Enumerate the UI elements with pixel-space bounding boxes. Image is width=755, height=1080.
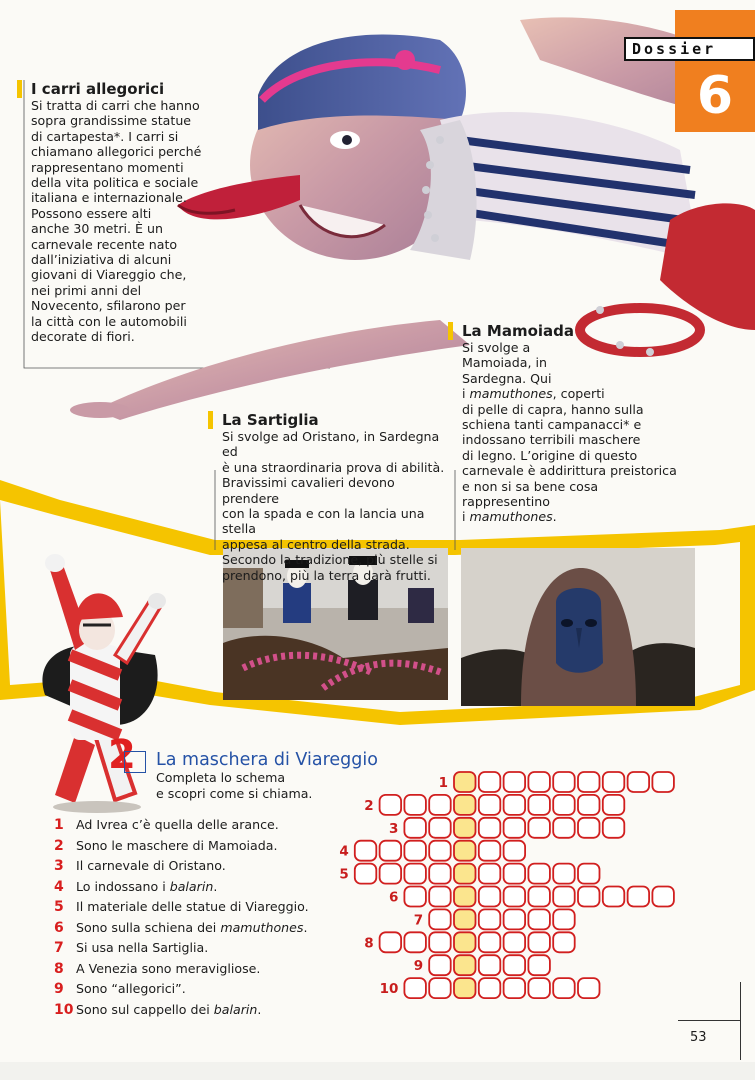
crossword-row-number: 9: [413, 958, 424, 975]
crossword-key-cell[interactable]: [454, 909, 476, 929]
mamoiada-section: [462, 322, 687, 525]
clue-item: [54, 959, 344, 980]
clue-text: Sono “allegorici”.: [76, 981, 186, 996]
mamoiada-line: i mamuthones, coperti: [462, 386, 605, 402]
clue-text: Sono sulla schiena dei mamuthones.: [76, 919, 308, 935]
crossword-cell[interactable]: [553, 795, 575, 815]
crossword-cell[interactable]: [380, 932, 402, 952]
crossword-cell[interactable]: [429, 932, 451, 952]
clue-text: Il materiale delle statue di Viareggio.: [76, 899, 309, 914]
clue-text: Ad Ivrea c’è quella delle arance.: [76, 817, 279, 832]
clue-item: [54, 918, 344, 939]
clue-item: [54, 897, 344, 918]
crossword-cell[interactable]: [380, 864, 402, 884]
clue-text: Il carnevale di Oristano.: [76, 858, 226, 873]
crossword-cell[interactable]: [429, 841, 451, 861]
mamoiada-line: indossano terribili maschere: [462, 432, 641, 448]
crossword-cell[interactable]: [578, 864, 600, 884]
clue-number: 1: [54, 817, 64, 833]
crossword-cell[interactable]: [528, 864, 550, 884]
crossword-cell[interactable]: [355, 864, 377, 884]
clue-number: 7: [54, 940, 64, 956]
clue-text: Lo indossano i balarin.: [76, 878, 218, 894]
crossword-key-cell[interactable]: [454, 795, 476, 815]
crossword-row-number: 10: [379, 981, 399, 998]
clue-number: 6: [54, 919, 64, 936]
crossword-cell[interactable]: [404, 864, 426, 884]
crossword-cell[interactable]: [528, 887, 550, 907]
crossword-cell[interactable]: [528, 978, 550, 998]
crossword-cell[interactable]: [553, 864, 575, 884]
exercise-instructions: Completa lo schema e scopri come si chiama.: [156, 770, 313, 801]
mamoiada-line: i mamuthones.: [462, 509, 557, 525]
crossword-cell[interactable]: [504, 909, 525, 929]
crossword-cell[interactable]: [504, 795, 525, 815]
crossword-cell[interactable]: [380, 841, 402, 861]
crossword-key-cell[interactable]: [454, 887, 476, 907]
sartiglia-title: La Sartiglia: [208, 411, 452, 429]
crossword-row-number: 3: [388, 820, 399, 837]
mamoiada-line: e non si sa bene cosa rappresentino: [462, 478, 599, 510]
mamoiada-line: di pelle di capra, hanno sulla: [462, 401, 644, 417]
crossword-cell[interactable]: [578, 818, 600, 838]
crossword-cell[interactable]: [479, 909, 501, 929]
carri-allegorici-text: Si tratta di carri che hanno sopra grandissime statue di cartapesta*. I carri si chiamano allegorici perché rappresentano momenti della vita politica e sociale italiana e internazionale. Possono essere alti anche 30 metri. È un carnevale recente nato dall’iniziativa di alcuni giovani di Viareggio che, nei primi anni del Novecento, sfilarono per la città con le automobili decorate di fiori.: [31, 98, 202, 345]
crossword-key-cell[interactable]: [454, 864, 476, 884]
crossword-cell[interactable]: [429, 818, 451, 838]
crossword-cell[interactable]: [504, 887, 525, 907]
crossword-cell[interactable]: [479, 978, 501, 998]
crossword-row-number: 2: [364, 797, 374, 814]
page-rule-vertical: [740, 982, 741, 1060]
crossword-key-cell[interactable]: [454, 841, 476, 861]
crossword-row-number: 4: [339, 843, 349, 860]
carri-allegorici-title: I carri allegorici: [17, 80, 211, 98]
crossword-cell[interactable]: [504, 932, 525, 952]
clue-number: 10: [54, 1001, 74, 1018]
clue-number: 5: [54, 899, 64, 915]
dossier-tab: [622, 0, 755, 132]
crossword-cell[interactable]: [404, 932, 426, 952]
mamoiada-line: di legno. L’origine di questo: [462, 447, 638, 463]
crossword-cell[interactable]: [553, 978, 575, 998]
crossword-cell[interactable]: [528, 932, 550, 952]
sartiglia-section: [222, 411, 452, 583]
crossword-cell[interactable]: [628, 887, 650, 907]
crossword-row-number: 7: [413, 912, 424, 929]
crossword-cell[interactable]: [553, 887, 575, 907]
exercise-number: 2: [108, 732, 136, 778]
page-number: 53: [690, 1030, 707, 1045]
clue-text: Sono sul cappello dei balarin.: [76, 1001, 262, 1017]
clue-item: [54, 815, 344, 836]
crossword-cell[interactable]: [479, 955, 501, 975]
mamoiada-line: carnevale è addirittura preistorica: [462, 463, 677, 479]
clue-text: Sono le maschere di Mamoiada.: [76, 837, 278, 853]
crossword-cell[interactable]: [479, 841, 501, 861]
crossword-cell[interactable]: [578, 887, 600, 907]
crossword-cell[interactable]: [404, 978, 426, 998]
crossword-cell[interactable]: [479, 795, 501, 815]
crossword-cell[interactable]: [404, 841, 426, 861]
clue-text: A Venezia sono meravigliose.: [76, 960, 261, 976]
crossword-key-cell[interactable]: [454, 818, 476, 838]
clue-item: [54, 979, 344, 1000]
burlamacco-figure: [35, 545, 175, 815]
crossword-cell[interactable]: [429, 909, 451, 929]
clue-item: [54, 877, 344, 898]
crossword-cell[interactable]: [603, 818, 625, 838]
mamoiada-photo: [461, 548, 695, 706]
dossier-label: Dossier: [624, 37, 755, 61]
clue-number: 8: [54, 960, 64, 977]
clue-list: [54, 815, 344, 1020]
clue-item: [54, 938, 344, 959]
crossword-cell[interactable]: [404, 795, 426, 815]
crossword-row-number: 5: [339, 866, 349, 883]
crossword-cell[interactable]: [479, 864, 501, 884]
crossword-cell[interactable]: [603, 887, 625, 907]
clue-item: [54, 856, 344, 877]
crossword-cell[interactable]: [578, 795, 600, 815]
clue-number: 9: [54, 981, 64, 997]
crossword-cell[interactable]: [652, 887, 674, 907]
mamoiada-title: La Mamoiada: [448, 322, 687, 340]
crossword-cell[interactable]: [553, 909, 575, 929]
crossword-cell[interactable]: [528, 955, 550, 975]
crossword-key-cell[interactable]: [454, 978, 476, 998]
crossword-cell[interactable]: [429, 887, 451, 907]
exercise-title: La maschera di Viareggio: [156, 750, 378, 770]
clue-number: 4: [54, 878, 64, 895]
crossword-cell[interactable]: [504, 864, 525, 884]
crossword-cell[interactable]: [380, 795, 402, 815]
clue-item: [54, 836, 344, 857]
crossword-cell[interactable]: [528, 909, 550, 929]
crossword-cell[interactable]: [429, 864, 451, 884]
crossword-cell[interactable]: [479, 932, 501, 952]
crossword-cell[interactable]: [429, 955, 451, 975]
clue-item: [54, 1000, 344, 1021]
exercise-number-box: [124, 751, 146, 773]
crossword-key-cell[interactable]: [454, 955, 476, 975]
crossword-cell[interactable]: [404, 887, 426, 907]
crossword-cell[interactable]: [504, 955, 525, 975]
crossword-cell[interactable]: [603, 795, 625, 815]
mamoiada-line: Mamoiada, in: [462, 355, 547, 371]
dossier-number: 6: [696, 66, 734, 126]
crossword-cell[interactable]: [553, 818, 575, 838]
crossword-cell[interactable]: [404, 818, 426, 838]
crossword-cell[interactable]: [479, 818, 501, 838]
crossword-cell[interactable]: [528, 818, 550, 838]
crossword-cell[interactable]: [504, 978, 525, 998]
crossword-key-cell[interactable]: [454, 932, 476, 952]
crossword-cell[interactable]: [553, 932, 575, 952]
crossword-cell[interactable]: [355, 841, 377, 861]
sartiglia-text: Si svolge ad Oristano, in Sardegna ed è una straordinaria prova di abilità. Bravissimi cavalieri devono prendere con la spada e con la lancia una stella appesa al centro della strada. Secondo la tradizione, più stelle si prendono, più la terra darà frutti.: [222, 429, 445, 583]
crossword-cell[interactable]: [504, 841, 525, 861]
mamoiada-line: Si svolge a: [462, 340, 531, 355]
clue-number: 2: [54, 837, 64, 854]
crossword-cell[interactable]: [429, 795, 451, 815]
crossword-row-number: 6: [388, 889, 399, 906]
clue-text: Si usa nella Sartiglia.: [76, 940, 209, 955]
crossword-cell[interactable]: [479, 887, 501, 907]
crossword-row-number: 1: [438, 775, 448, 791]
page-rule: [678, 1020, 740, 1021]
crossword-cell[interactable]: [528, 795, 550, 815]
crossword-row-number: 8: [364, 935, 374, 952]
crossword-cell[interactable]: [504, 818, 525, 838]
crossword-cell[interactable]: [578, 978, 600, 998]
bottom-edge: [0, 1062, 755, 1080]
carri-allegorici-section: [31, 80, 211, 345]
mamoiada-line: schiena tanti campanacci* e: [462, 417, 642, 433]
crossword-cell[interactable]: [429, 978, 451, 998]
mamoiada-line: Sardegna. Qui: [462, 370, 552, 386]
clue-number: 3: [54, 858, 64, 874]
